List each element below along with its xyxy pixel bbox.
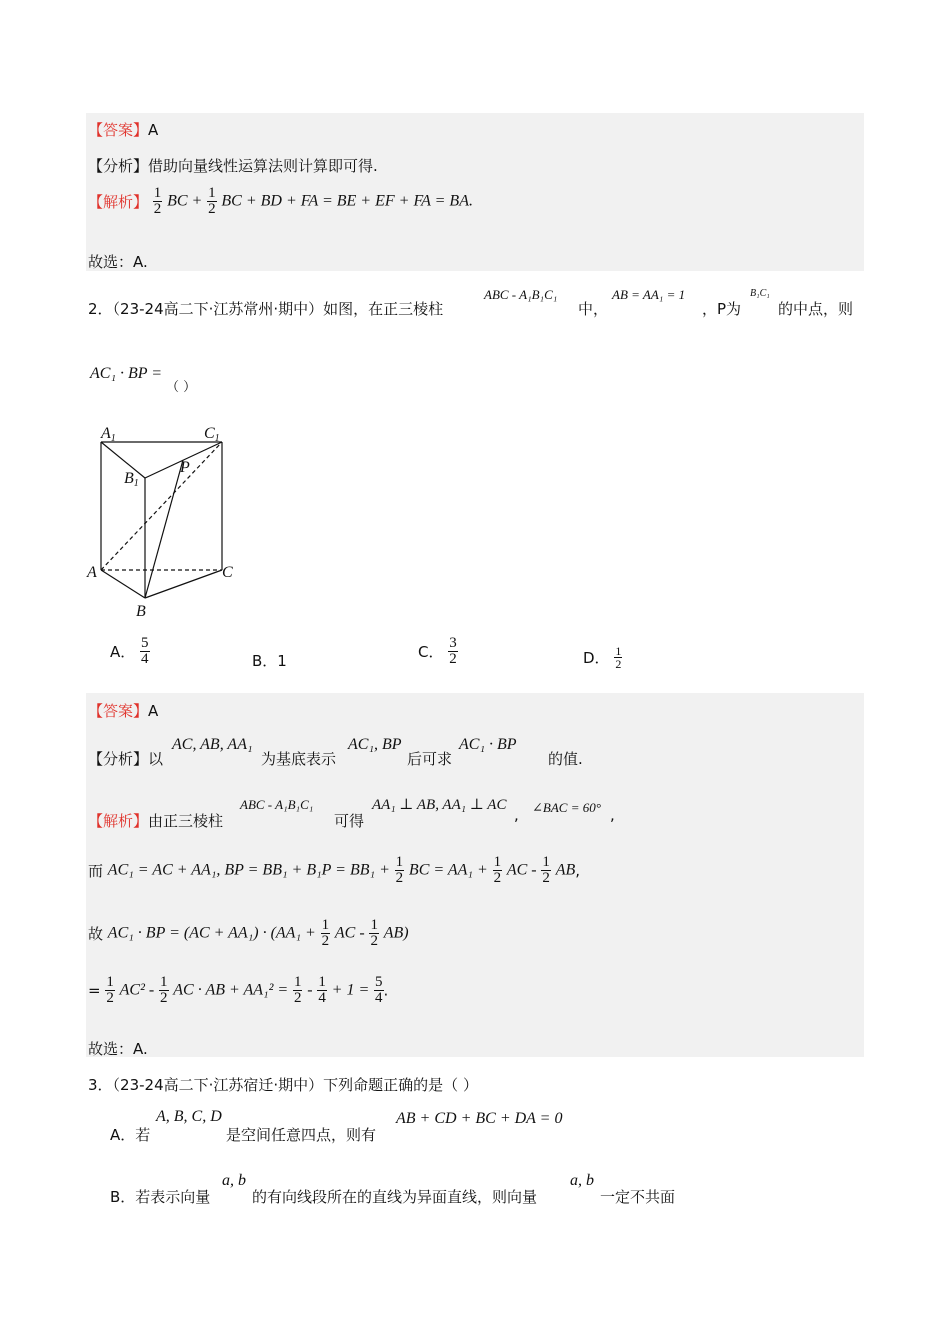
line3-part-b: AC - [334, 924, 365, 942]
q1-answer-line [88, 119, 158, 140]
prism-figure [86, 420, 246, 620]
edge-a-c1-dashed [101, 442, 222, 570]
line2-part-d: AB [555, 861, 576, 879]
q3-text: （23-24高二下·江苏宿迁·期中）下列命题正确的是（ ） [112, 1076, 478, 1094]
option-d-label: D． [583, 649, 610, 667]
line4-part-a: AC² - [119, 981, 155, 999]
q3-option-b-vec2: a, b [570, 1172, 594, 1189]
fraction-half: $\frac{1}{2}$ [321, 917, 330, 949]
q3-option-a-mid: 是空间任意四点，则有 [226, 1126, 377, 1144]
q3-option-b-vec: a, b [222, 1172, 246, 1189]
option-b-label: B． [252, 652, 278, 670]
q3-option-b-mid: 的有向线段所在的直线为异面直线，则向量 [252, 1188, 538, 1206]
line2-part-a: AC₁ = AC + AA₁, BP = BB₁ + B₁P = BB₁ + [107, 861, 390, 879]
q2-solution-line3: 故 AC₁ · BP = (AC + AA₁) · (AA₁ + $\frac{1}{2}$ AC - $\frac{1}{2}$ AB) [88, 917, 409, 949]
fraction-half: $\frac{1}{2}$ [293, 974, 302, 1006]
query-expr: AC₁ · BP = [90, 365, 163, 382]
sol-angle: ∠BAC = 60° [532, 800, 601, 815]
analysis-vecs: AC₁, BP [348, 736, 402, 753]
solution-tag: 【解析】 [88, 812, 149, 830]
fraction-half: $\frac{1}{2}$ [106, 974, 114, 1006]
q2-solution-line4: = $\frac{1}{2}$ AC² - $\frac{1}{2}$ AC · AB + AA₁² = $\frac{1}{2}$ - $\frac{1}{4}$ + 1 = $\frac{5}{4}$ . [88, 974, 389, 1006]
q2-question-line [88, 298, 443, 319]
q2-solution-line1: 【解析】由正三棱柱 [88, 812, 224, 830]
q3-option-a-eq: AB + CD + BC + DA = 0 [396, 1110, 563, 1127]
option-b[interactable] [252, 650, 287, 671]
label-p: P [180, 459, 190, 476]
option-c-label: C． [418, 643, 444, 661]
label-b: B [136, 603, 146, 620]
q2-p-text: ，P为 [702, 300, 742, 318]
analysis-mid: 为基底表示 [261, 750, 337, 768]
line3-part-c: AB) [383, 924, 409, 942]
option-c[interactable] [418, 636, 458, 667]
q2-condition: AB = AA₁ = 1 [612, 287, 686, 302]
q1-analysis-line [88, 155, 378, 176]
line4-part-c: - [307, 981, 313, 999]
answer-value: A [148, 702, 159, 720]
q3-option-a-points: A, B, C, D [156, 1108, 222, 1125]
edge-b-p [145, 460, 183, 598]
sol-perp: AA₁ ⊥ AB, AA₁ ⊥ AC [372, 797, 507, 813]
q2-conclusion: 故选：A. [88, 1040, 148, 1058]
q1-solution-expr: BC + [167, 192, 203, 210]
q2-analysis-line: 【分析】以 [88, 750, 164, 768]
q3-option-b-end: 一定不共面 [600, 1188, 676, 1206]
analysis-basis: AC, AB, AA₁ [172, 736, 253, 753]
q3-option-a[interactable]: A．若 [110, 1126, 151, 1144]
q2-mid: 中， [578, 300, 609, 318]
q1-conclusion: 故选：A. [88, 253, 148, 271]
analysis-text: 借助向量线性运算法则计算即可得. [148, 157, 378, 175]
fraction-half: $\frac{1}{2}$ [153, 185, 162, 217]
option-d[interactable] [583, 645, 622, 670]
fraction-half: $\frac{1}{2}$ [160, 974, 168, 1006]
sol-prism: ABC - A₁B₁C₁ [240, 797, 314, 812]
solution-tag: 【解析】 [88, 193, 149, 211]
answer-value: A [148, 121, 159, 139]
edge-a-b [101, 570, 145, 598]
q2-query [90, 364, 162, 383]
line2-part-c: AC - [506, 861, 537, 879]
analysis-post: 后可求 [407, 750, 453, 768]
answer-tag: 【答案】 [88, 702, 149, 720]
q2-answer-line [88, 700, 158, 721]
label-a1: A1 [101, 425, 116, 444]
analysis-end: 的值. [548, 750, 583, 768]
option-c-fraction: $\frac{3}{2}$ [449, 635, 457, 667]
analysis-tag: 【分析】 [88, 750, 149, 768]
solution-expression: BC + BD + FA = BE + EF + FA = BA. [221, 192, 473, 210]
edge-a1-b1 [101, 442, 145, 478]
option-b-value: 1 [277, 652, 287, 670]
edge-b-c [145, 570, 222, 598]
option-a-fraction: $\frac{5}{4}$ [141, 635, 149, 667]
fraction-five-quarters: $\frac{5}{4}$ [375, 974, 383, 1006]
label-a: A [87, 564, 97, 581]
line3-part-a: AC₁ · BP = (AC + AA₁) · (AA₁ + [107, 924, 316, 942]
option-a-label: A． [110, 643, 136, 661]
q2-segment: B₁C₁ [750, 288, 770, 299]
fraction-quarter: $\frac{1}{4}$ [318, 974, 326, 1006]
sol-comma: , [514, 806, 519, 824]
q2-prism: ABC - A₁B₁C₁ [484, 287, 558, 302]
option-d-fraction: $\frac{1}{2}$ [615, 644, 622, 671]
q2-number: 2． [88, 300, 113, 318]
analysis-tag: 【分析】 [88, 157, 149, 175]
sol-comma2: , [610, 806, 615, 824]
analysis-dot: AC₁ · BP [459, 736, 517, 753]
q1-solution-line [88, 186, 473, 217]
fraction-half: $\frac{1}{2}$ [370, 917, 378, 949]
q3-question-line [88, 1074, 478, 1095]
answer-tag: 【答案】 [88, 121, 149, 139]
label-c: C [222, 564, 233, 581]
line2-part-b: BC = AA₁ + [408, 861, 488, 879]
label-b1: B1 [124, 470, 139, 489]
option-a[interactable] [110, 636, 150, 667]
fraction-half: $\frac{1}{2}$ [395, 854, 404, 886]
sol-get: 可得 [334, 812, 365, 830]
line4-part-d: + 1 = [331, 981, 370, 999]
q2-paren: （ ） [166, 380, 197, 395]
q3-option-b[interactable]: B．若表示向量 [110, 1188, 211, 1206]
q2-source: （23-24高二下·江苏常州·期中）如图，在正三棱柱 [112, 300, 444, 318]
label-c1: C1 [204, 425, 220, 444]
q2-solution-line2: 而 AC₁ = AC + AA₁, BP = BB₁ + B₁P = BB₁ + $\frac{1}{2}$ BC = AA₁ + $\frac{1}{2}$ AC - $\frac{1}{2}$ AB, [88, 854, 581, 886]
fraction-half: $\frac{1}{2}$ [542, 854, 550, 886]
q2-end: 的中点，则 [778, 300, 854, 318]
line4-part-b: AC · AB + AA₁² = [173, 981, 289, 999]
q3-number: 3． [88, 1076, 113, 1094]
fraction-half: $\frac{1}{2}$ [493, 854, 502, 886]
fraction-half: $\frac{1}{2}$ [208, 185, 216, 217]
